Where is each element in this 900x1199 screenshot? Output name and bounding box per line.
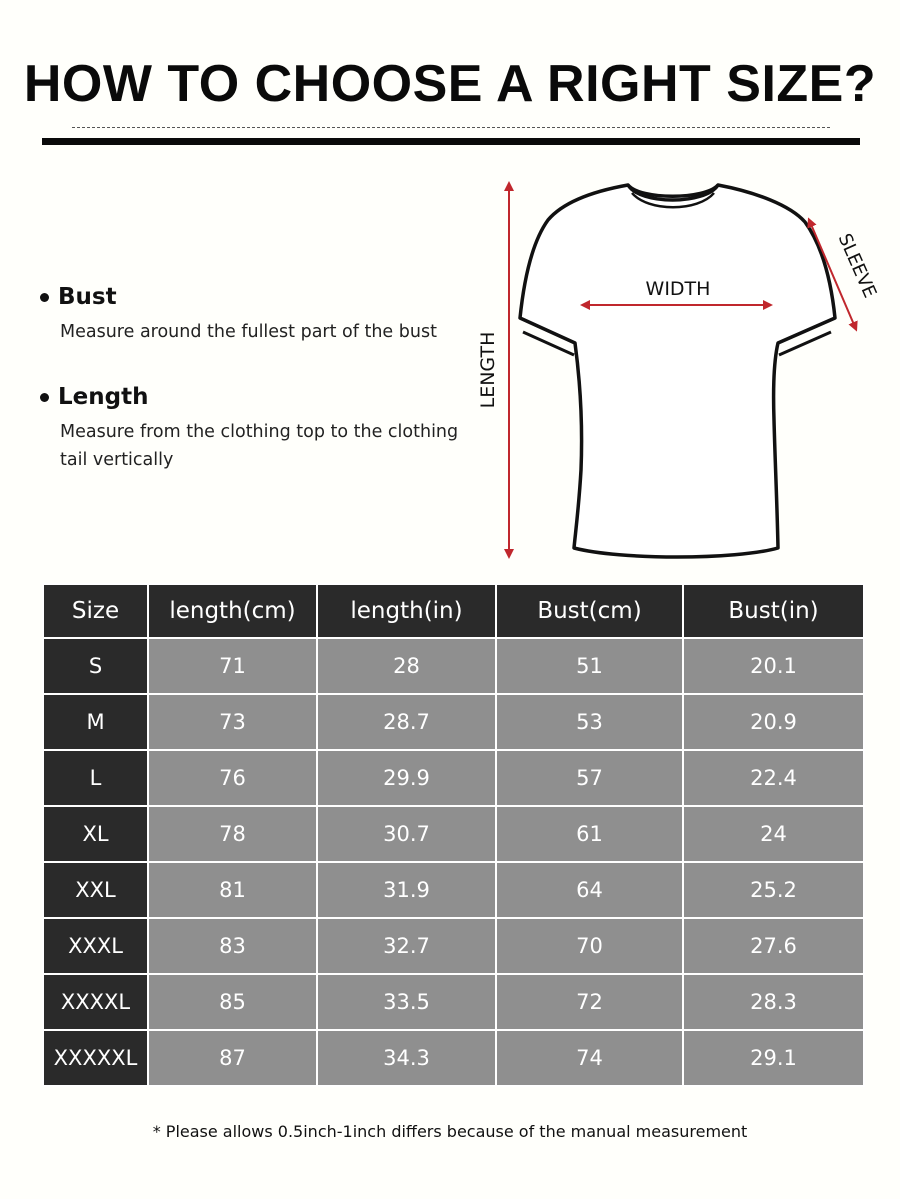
bust-in-cell: 22.4 bbox=[683, 750, 864, 806]
bullet-icon bbox=[40, 293, 49, 302]
header-length-in: length(in) bbox=[317, 584, 496, 638]
dashed-divider bbox=[72, 127, 830, 128]
bust-description: Measure around the fullest part of the bust bbox=[60, 322, 437, 342]
length-heading: Length bbox=[58, 384, 149, 410]
length-in-cell: 32.7 bbox=[317, 918, 496, 974]
size-cell: M bbox=[43, 694, 148, 750]
length-label: LENGTH bbox=[477, 331, 499, 409]
size-cell: XXXXXL bbox=[43, 1030, 148, 1086]
table-row bbox=[43, 694, 864, 750]
sleeve-label: SLEEVE bbox=[833, 230, 881, 302]
length-description: Measure from the clothing top to the clothing tail vertically bbox=[60, 422, 459, 470]
bust-in-cell: 24 bbox=[683, 806, 864, 862]
length-guide bbox=[40, 384, 460, 474]
bust-cm-cell: 72 bbox=[496, 974, 683, 1030]
bust-in-cell: 28.3 bbox=[683, 974, 864, 1030]
bullet-icon bbox=[40, 393, 49, 402]
length-in-cell: 29.9 bbox=[317, 750, 496, 806]
table-row bbox=[43, 862, 864, 918]
size-cell: L bbox=[43, 750, 148, 806]
length-cm-cell: 87 bbox=[148, 1030, 317, 1086]
header-bust-cm: Bust(cm) bbox=[496, 584, 683, 638]
table-row bbox=[43, 1030, 864, 1086]
length-in-cell: 34.3 bbox=[317, 1030, 496, 1086]
size-cell: XXXL bbox=[43, 918, 148, 974]
length-cm-cell: 81 bbox=[148, 862, 317, 918]
table-row bbox=[43, 918, 864, 974]
bust-cm-cell: 70 bbox=[496, 918, 683, 974]
size-cell: XL bbox=[43, 806, 148, 862]
length-cm-cell: 73 bbox=[148, 694, 317, 750]
header-size: Size bbox=[43, 584, 148, 638]
table-header-row bbox=[43, 584, 864, 638]
table-row bbox=[43, 638, 864, 694]
header-bust-in: Bust(in) bbox=[683, 584, 864, 638]
bust-in-cell: 20.1 bbox=[683, 638, 864, 694]
tshirt-diagram bbox=[470, 170, 890, 570]
length-cm-cell: 71 bbox=[148, 638, 317, 694]
tshirt-icon bbox=[520, 185, 835, 557]
length-in-cell: 30.7 bbox=[317, 806, 496, 862]
table-row bbox=[43, 974, 864, 1030]
bust-cm-cell: 57 bbox=[496, 750, 683, 806]
bust-in-cell: 29.1 bbox=[683, 1030, 864, 1086]
length-in-cell: 31.9 bbox=[317, 862, 496, 918]
bust-in-cell: 25.2 bbox=[683, 862, 864, 918]
length-cm-cell: 85 bbox=[148, 974, 317, 1030]
bust-in-cell: 20.9 bbox=[683, 694, 864, 750]
bust-cm-cell: 53 bbox=[496, 694, 683, 750]
bust-guide bbox=[40, 284, 460, 346]
length-in-cell: 28 bbox=[317, 638, 496, 694]
header-length-cm: length(cm) bbox=[148, 584, 317, 638]
bust-cm-cell: 64 bbox=[496, 862, 683, 918]
table-row bbox=[43, 806, 864, 862]
size-cell: S bbox=[43, 638, 148, 694]
table-row bbox=[43, 750, 864, 806]
measurement-footnote: * Please allows 0.5inch-1inch differs because of the manual measurement bbox=[152, 1122, 748, 1141]
length-cm-cell: 76 bbox=[148, 750, 317, 806]
page-title: HOW TO CHOOSE A RIGHT SIZE? bbox=[23, 55, 877, 113]
length-in-cell: 28.7 bbox=[317, 694, 496, 750]
title-underline bbox=[42, 138, 860, 145]
size-cell: XXL bbox=[43, 862, 148, 918]
size-cell: XXXXL bbox=[43, 974, 148, 1030]
length-cm-cell: 83 bbox=[148, 918, 317, 974]
width-label: WIDTH bbox=[645, 278, 711, 300]
length-cm-cell: 78 bbox=[148, 806, 317, 862]
size-chart-table bbox=[42, 583, 865, 1087]
bust-cm-cell: 74 bbox=[496, 1030, 683, 1086]
bust-in-cell: 27.6 bbox=[683, 918, 864, 974]
bust-cm-cell: 51 bbox=[496, 638, 683, 694]
bust-heading: Bust bbox=[58, 284, 117, 310]
length-in-cell: 33.5 bbox=[317, 974, 496, 1030]
bust-cm-cell: 61 bbox=[496, 806, 683, 862]
